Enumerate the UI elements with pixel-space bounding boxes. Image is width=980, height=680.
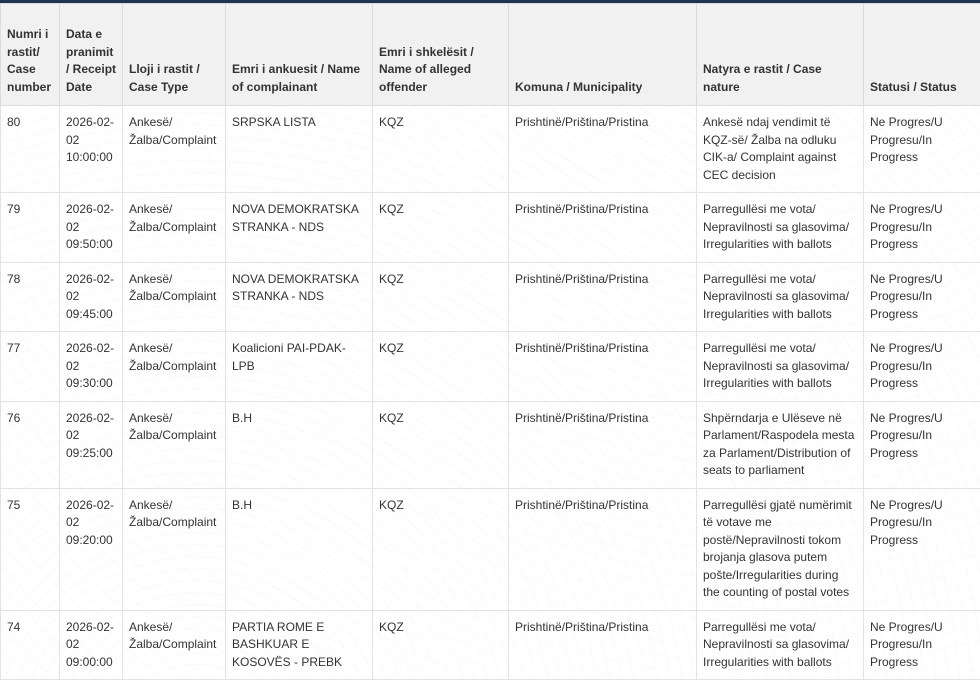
cell-municipality: Prishtinë/Priština/Pristina	[509, 488, 697, 610]
cell-complainant: B.H	[226, 488, 373, 610]
cell-municipality: Prishtinë/Priština/Pristina	[509, 262, 697, 332]
cell-municipality: Prishtinë/Priština/Pristina	[509, 610, 697, 680]
cell-municipality: Prishtinë/Priština/Pristina	[509, 106, 697, 193]
cell-case-nature: Parregullësi me vota/ Nepravilnosti sa glasovima/ Irregularities with ballots	[697, 193, 864, 263]
column-header-receipt-date[interactable]: Data e pranimit / Receipt Date	[60, 4, 123, 106]
cell-status: Ne Progres/U Progresu/In Progress	[864, 262, 980, 332]
cases-table-container	[0, 3, 980, 680]
column-header-case-type[interactable]: Lloji i rastit / Case Type	[123, 4, 226, 106]
cell-status: Ne Progres/U Progresu/In Progress	[864, 401, 980, 488]
cell-complainant: B.H	[226, 401, 373, 488]
cell-offender: KQZ	[373, 488, 509, 610]
cell-offender: KQZ	[373, 401, 509, 488]
table-row[interactable]	[1, 193, 980, 263]
cell-case-type: Ankesë/ Žalba/Complaint	[123, 193, 226, 263]
cell-case-nature: Ankesë ndaj vendimit të KQZ-së/ Žalba na odluku CIK-a/ Complaint against CEC decision	[697, 106, 864, 193]
cell-receipt-date: 2026-02-02 09:20:00	[60, 488, 123, 610]
table-row[interactable]	[1, 401, 980, 488]
cell-case-number: 75	[1, 488, 60, 610]
cell-case-nature: Parregullësi me vota/ Nepravilnosti sa glasovima/ Irregularities with ballots	[697, 262, 864, 332]
column-header-case-number[interactable]: Numri i rastit/ Case number	[1, 4, 60, 106]
cell-case-type: Ankesë/ Žalba/Complaint	[123, 488, 226, 610]
cell-municipality: Prishtinë/Priština/Pristina	[509, 332, 697, 402]
table-row[interactable]	[1, 332, 980, 402]
cell-receipt-date: 2026-02-02 09:45:00	[60, 262, 123, 332]
table-row[interactable]	[1, 262, 980, 332]
table-header-row	[1, 4, 980, 106]
cell-receipt-date: 2026-02-02 09:30:00	[60, 332, 123, 402]
cell-case-number: 80	[1, 106, 60, 193]
cell-municipality: Prishtinë/Priština/Pristina	[509, 193, 697, 263]
cell-offender: KQZ	[373, 610, 509, 680]
table-row[interactable]	[1, 106, 980, 193]
cell-receipt-date: 2026-02-02 10:00:00	[60, 106, 123, 193]
cell-offender: KQZ	[373, 193, 509, 263]
cell-case-type: Ankesë/ Žalba/Complaint	[123, 610, 226, 680]
cell-case-number: 78	[1, 262, 60, 332]
column-header-offender[interactable]: Emri i shkelësit / Name of alleged offender	[373, 4, 509, 106]
cell-receipt-date: 2026-02-02 09:50:00	[60, 193, 123, 263]
cell-status: Ne Progres/U Progresu/In Progress	[864, 488, 980, 610]
table-row[interactable]	[1, 610, 980, 680]
cases-table	[0, 3, 980, 680]
column-header-municipality[interactable]: Komuna / Municipality	[509, 4, 697, 106]
cell-complainant: NOVA DEMOKRATSKA STRANKA - NDS	[226, 193, 373, 263]
cell-case-number: 74	[1, 610, 60, 680]
cell-case-number: 76	[1, 401, 60, 488]
cell-status: Ne Progres/U Progresu/In Progress	[864, 193, 980, 263]
cell-status: Ne Progres/U Progresu/In Progress	[864, 332, 980, 402]
column-header-case-nature[interactable]: Natyra e rastit / Case nature	[697, 4, 864, 106]
cell-case-nature: Parregullësi gjatë numërimit të votave me postë/Nepravilnosti tokom brojanja glasova putem pošte/Irregularities during the counting of postal votes	[697, 488, 864, 610]
cell-municipality: Prishtinë/Priština/Pristina	[509, 401, 697, 488]
cell-case-type: Ankesë/ Žalba/Complaint	[123, 332, 226, 402]
cell-case-nature: Parregullësi me vota/ Nepravilnosti sa glasovima/ Irregularities with ballots	[697, 332, 864, 402]
cell-complainant: NOVA DEMOKRATSKA STRANKA - NDS	[226, 262, 373, 332]
cell-case-type: Ankesë/ Žalba/Complaint	[123, 106, 226, 193]
cell-offender: KQZ	[373, 332, 509, 402]
cell-receipt-date: 2026-02-02 09:00:00	[60, 610, 123, 680]
column-header-status[interactable]: Statusi / Status	[864, 4, 980, 106]
cell-complainant: Koalicioni PAI-PDAK-LPB	[226, 332, 373, 402]
cell-case-number: 77	[1, 332, 60, 402]
cell-receipt-date: 2026-02-02 09:25:00	[60, 401, 123, 488]
column-header-complainant[interactable]: Emri i ankuesit / Name of complainant	[226, 4, 373, 106]
cell-status: Ne Progres/U Progresu/In Progress	[864, 106, 980, 193]
cell-case-number: 79	[1, 193, 60, 263]
table-row[interactable]	[1, 488, 980, 610]
cell-offender: KQZ	[373, 262, 509, 332]
cell-case-type: Ankesë/ Žalba/Complaint	[123, 262, 226, 332]
cell-offender: KQZ	[373, 106, 509, 193]
cell-case-nature: Parregullësi me vota/ Nepravilnosti sa glasovima/ Irregularities with ballots	[697, 610, 864, 680]
cell-complainant: SRPSKA LISTA	[226, 106, 373, 193]
cell-case-nature: Shpërndarja e Ulëseve në Parlament/Raspodela mesta za Parlament/Distribution of seats to parliament	[697, 401, 864, 488]
cell-complainant: PARTIA ROME E BASHKUAR E KOSOVËS - PREBK	[226, 610, 373, 680]
cell-case-type: Ankesë/ Žalba/Complaint	[123, 401, 226, 488]
cell-status: Ne Progres/U Progresu/In Progress	[864, 610, 980, 680]
